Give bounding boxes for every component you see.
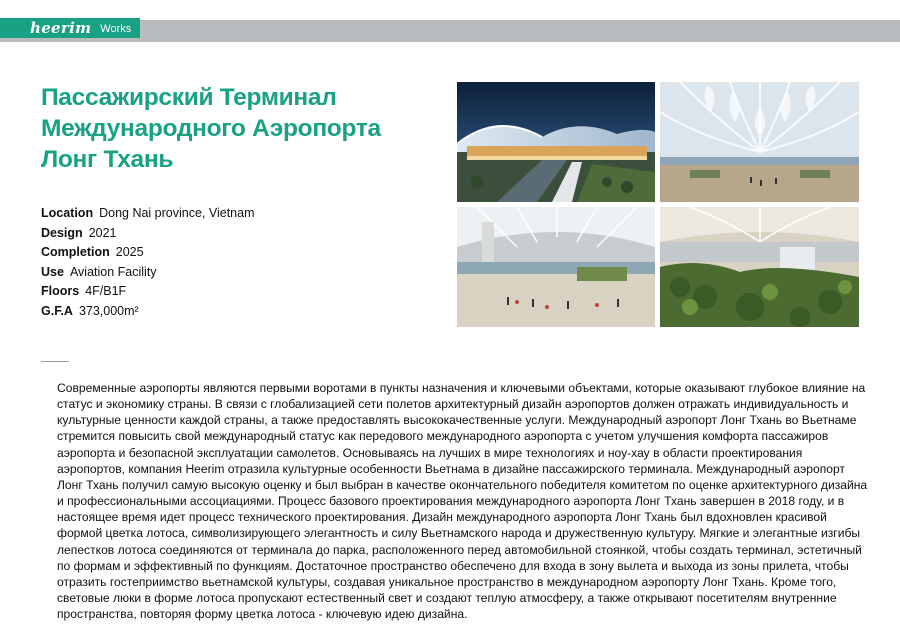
photo-interior-skylights bbox=[660, 82, 859, 202]
photo-indoor-garden bbox=[660, 207, 859, 327]
spec-floors: Floors 4F/B1F bbox=[41, 284, 127, 299]
spec-completion: Completion 2025 bbox=[41, 245, 144, 260]
brand-logo: heerim bbox=[30, 19, 92, 37]
section-label: Works bbox=[100, 23, 132, 35]
project-title: Пассажирский Терминал Международного Аэропорта Лонг Тхань bbox=[41, 84, 381, 173]
brand-badge bbox=[0, 18, 140, 38]
photo-check-in-hall bbox=[457, 207, 655, 327]
spec-design: Design 2021 bbox=[41, 225, 117, 240]
spec-use: Use Aviation Facility bbox=[41, 264, 157, 279]
project-description: Современные аэропорты являются первыми воротами в пункты назначения и ключевыми объектами, которые оказывают глубокое влияние на статус и экономику страны. В связи с глобализацией сети полетов архитектурный дизайн аэропортов должен отражать индивидуальность и культурные ценности каждой страны, а также предоставлять высококачественные услуги. Международный аэропорт Лонг Тхань во Вьетнаме стремится повысить свой международный статус как передового международного аэропорта с учетом улучшения комфорта пассажиров аэропорта и безопасной эксплуатации самолетов. Основываясь на лучших в мире технологиях и ноу-хау в области проектирования аэропортов, компания Heerim отразила культурные особенности Вьетнама в дизайне пассажирского терминала. Международный аэропорт Лонг Тхань получил самую высокую оценку и был выбран в качестве окончательного победителя комитетом по оценке архитектурного дизайна и профессиональными ассоциациями. Процесс базового проектирования международного аэропорта Лонг Тхань завершен в 2018 году, и в настоящее время идет процесс технического проектирования. Дизайн международного аэропорта Лонг Тхань был вдохновлен красивой формой цветка лотоса, символизирующего элегантность и силу Вьетнамского народа и дружественную культуру. Мягкие и элегантные изгибы лепестков лотоса соединяются от терминала до парка, расположенного перед автомобильной стоянкой, чтобы создать терминал, эстетичный по формам и эффективный по функциям. Достаточное пространство обеспечено для входа в зону вылета и выхода из зоны прилета, чтобы отразить гостеприимство вьетнамской культуры, создавая уникальное пространство в международном аэропорту Лонг Тхань. Кроме того, световые люки в форме лотоса пропускают естественный свет и создают теплую атмосферу, а также открывают посетителям внутренние пространства, повторяя форму цветка лотоса - ключевую идею дизайна. bbox=[57, 381, 868, 622]
section-divider bbox=[41, 361, 69, 362]
spec-location: Location Dong Nai province, Vietnam bbox=[41, 206, 255, 220]
photo-exterior-terminal bbox=[457, 82, 655, 202]
project-specs bbox=[41, 204, 255, 322]
spec-gfa: G.F.A 373,000m² bbox=[41, 303, 139, 318]
